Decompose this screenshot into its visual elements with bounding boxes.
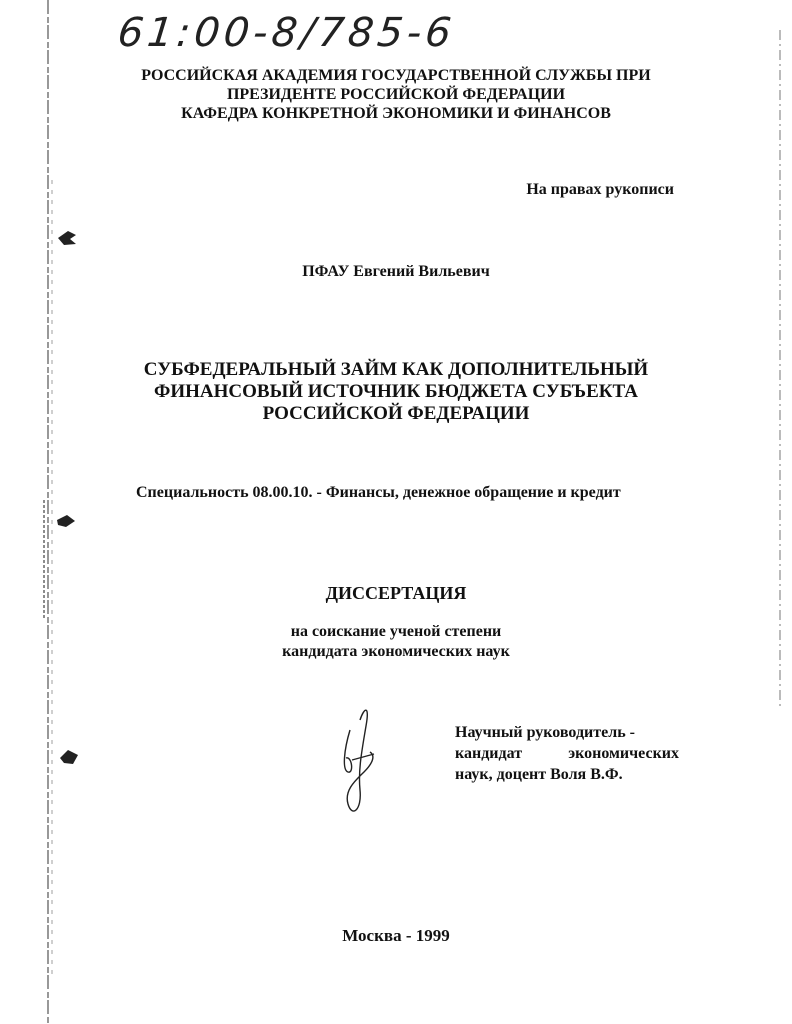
supervisor-line bbox=[455, 743, 679, 764]
title-line: СУБФЕДЕРАЛЬНЫЙ ЗАЙМ КАК ДОПОЛНИТЕЛЬНЫЙ bbox=[143, 359, 649, 380]
author-name: ПФАУ Евгений Вильевич bbox=[302, 263, 490, 280]
title-line: РОССИЙСКОЙ ФЕДЕРАЦИИ bbox=[262, 403, 530, 424]
degree-line: на соискание ученой степени bbox=[290, 623, 502, 640]
document-type: ДИССЕРТАЦИЯ bbox=[325, 583, 467, 603]
supervisor-degree: кандидат bbox=[455, 745, 523, 762]
title-line: ФИНАНСОВЫЙ ИСТОЧНИК БЮДЖЕТА СУБЪЕКТА bbox=[154, 381, 638, 402]
degree-statement bbox=[0, 622, 792, 662]
specialty-line: Специальность 08.00.10. - Финансы, денежное обращение и кредит bbox=[136, 484, 621, 501]
institution-header bbox=[0, 66, 792, 123]
catalog-number: 61:00-8/785-6 bbox=[115, 10, 458, 56]
rights-note: На правах рукописи bbox=[526, 181, 674, 198]
degree-line: кандидата экономических наук bbox=[282, 643, 510, 660]
place-and-year: Москва - 1999 bbox=[342, 926, 450, 945]
supervisor-field: экономических bbox=[568, 745, 679, 762]
supervisor-line: Научный руководитель - bbox=[455, 724, 635, 741]
dissertation-title bbox=[0, 359, 792, 425]
institution-line: РОССИЙСКАЯ АКАДЕМИЯ ГОСУДАРСТВЕННОЙ СЛУЖБЫ ПРИ bbox=[141, 67, 651, 84]
department-line: КАФЕДРА КОНКРЕТНОЙ ЭКОНОМИКИ И ФИНАНСОВ bbox=[181, 105, 611, 122]
hole-punch-mark-icon bbox=[58, 748, 80, 766]
hole-punch-mark-icon bbox=[54, 512, 76, 530]
signature bbox=[330, 700, 390, 820]
supervisor-line: наук, доцент Воля В.Ф. bbox=[455, 766, 623, 783]
hole-punch-mark-icon bbox=[56, 229, 78, 247]
supervisor-block bbox=[455, 722, 679, 785]
institution-line: ПРЕЗИДЕНТЕ РОССИЙСКОЙ ФЕДЕРАЦИИ bbox=[226, 86, 566, 103]
